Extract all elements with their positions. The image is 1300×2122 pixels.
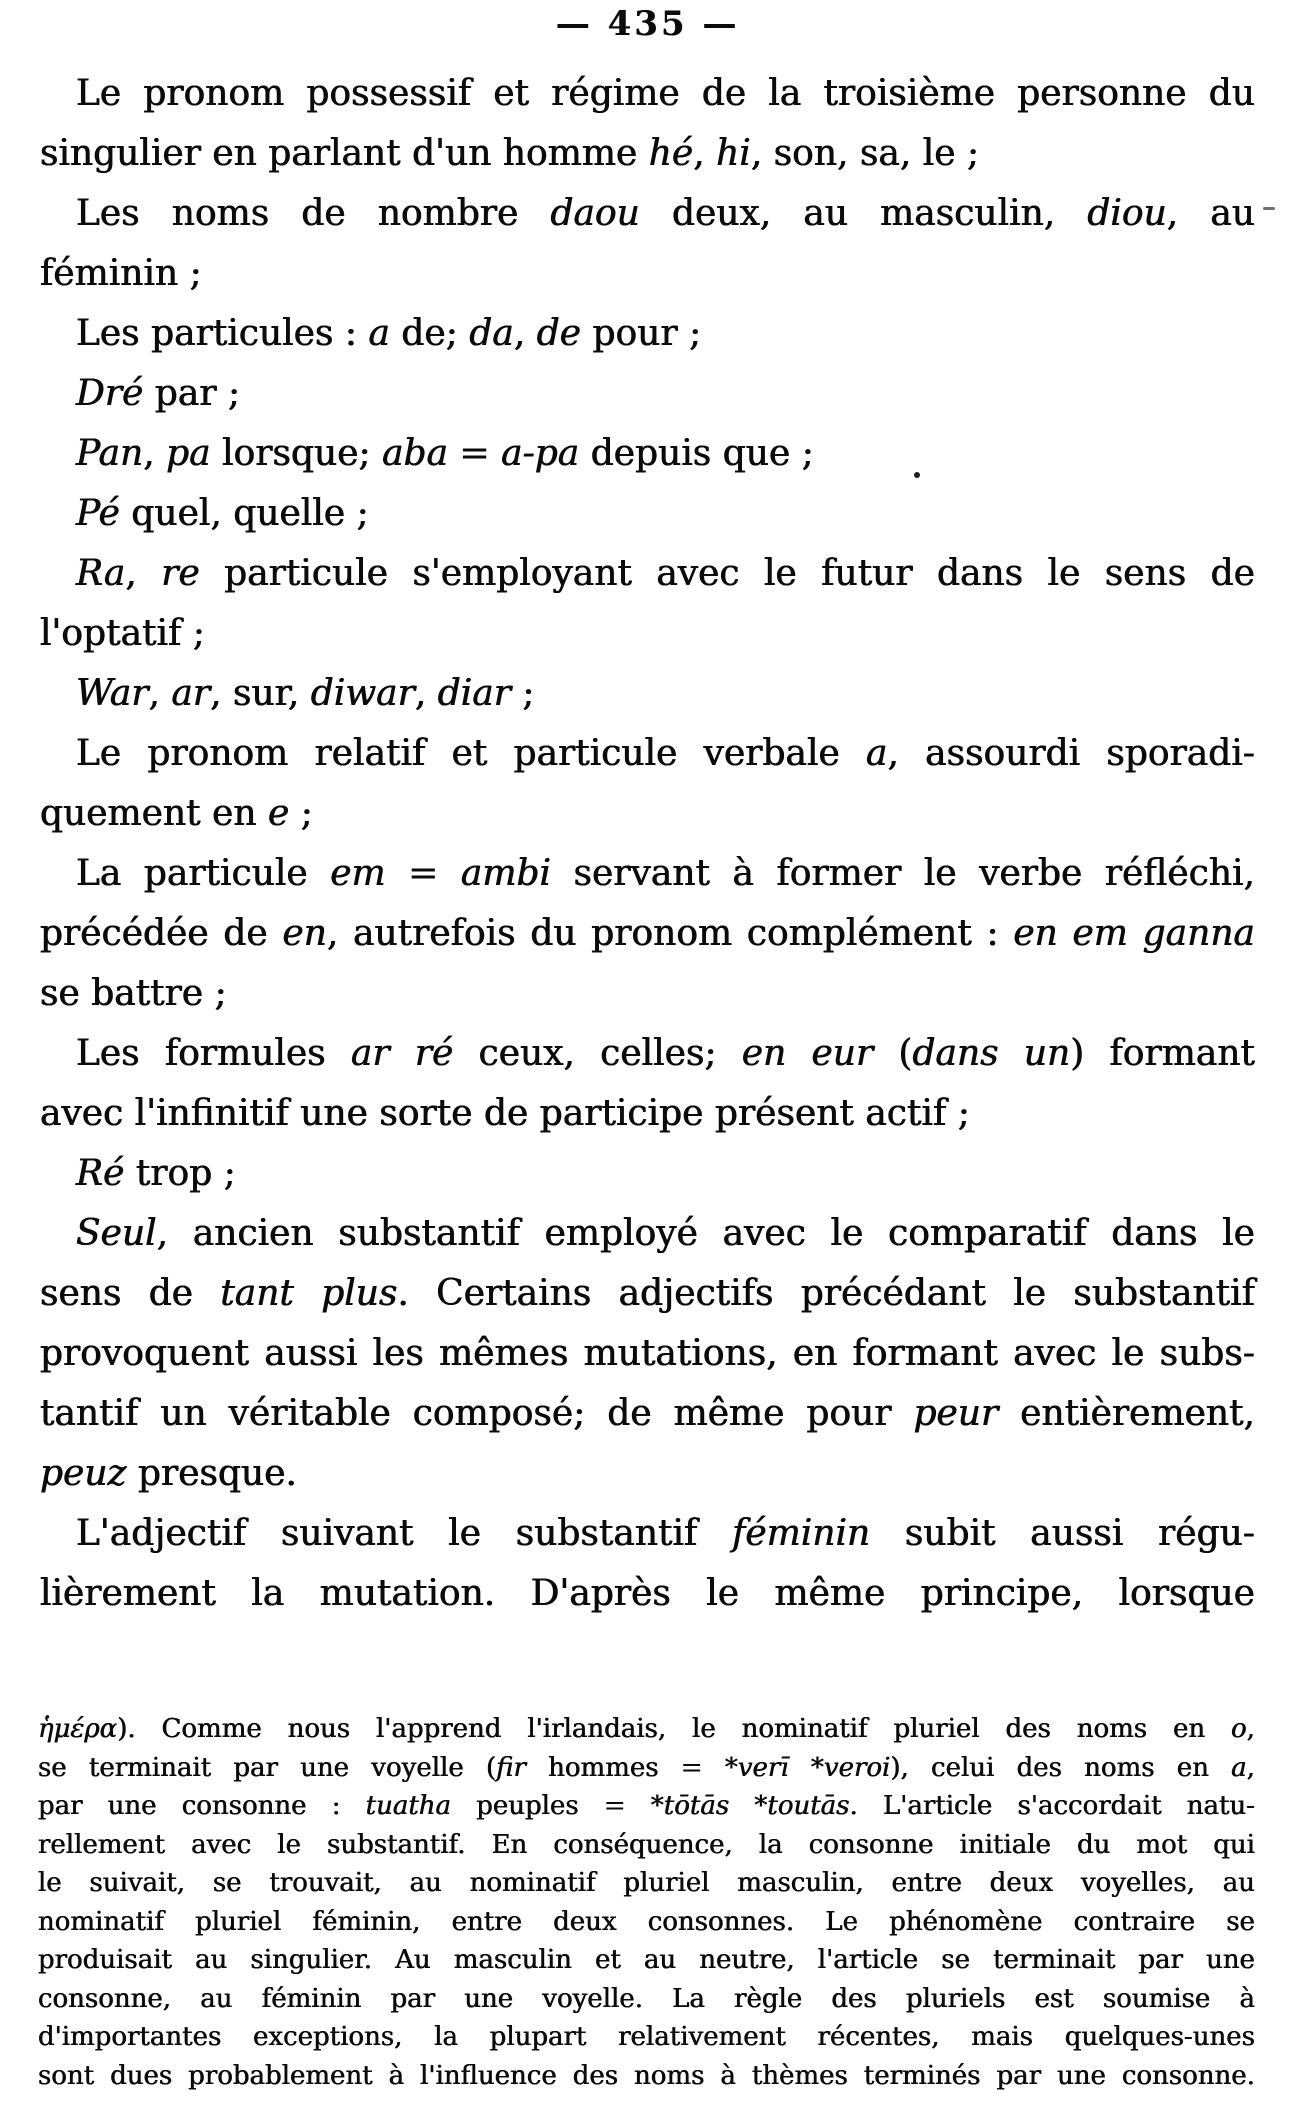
text-segment: consonne, au féminin par une voyelle. La règle des pluriels est soumise à — [38, 1983, 1255, 2014]
italic-term: o — [1231, 1714, 1247, 1744]
text-line — [40, 1444, 1255, 1504]
text-segment: L'adjectif suivant le substantif — [76, 1513, 733, 1554]
italic-term: ἡμέρα — [38, 1714, 118, 1744]
text-segment: La particule — [76, 853, 331, 894]
text-segment: par ; — [143, 373, 241, 414]
italic-term: re — [161, 553, 200, 594]
text-segment: . Certains adjectifs précédant le substantif — [397, 1273, 1255, 1314]
text-segment: , assourdi sporadi- — [887, 733, 1255, 774]
text-segment: ( — [873, 1033, 913, 1074]
text-segment: produisait au singulier. Au masculin et au neutre, l'article se terminait par une — [38, 1945, 1255, 1975]
italic-term: Dré — [76, 373, 144, 414]
italic-term: a — [866, 733, 888, 774]
text-line — [40, 424, 1255, 484]
text-segment: , — [1246, 1752, 1255, 1783]
text-line — [40, 544, 1255, 604]
italic-term: Seul — [76, 1213, 157, 1254]
text-segment: tantif un véritable composé; de même pour — [40, 1393, 914, 1434]
text-line — [40, 184, 1255, 244]
text-segment: Le pronom relatif et particule verbale — [76, 733, 867, 774]
text-segment: l'optatif ; — [40, 613, 205, 654]
ink-speck — [1263, 207, 1275, 210]
italic-term: peuz — [40, 1453, 127, 1494]
text-segment: féminin ; — [40, 253, 202, 294]
text-segment: , sur, — [210, 673, 311, 714]
footnote — [38, 1710, 1255, 2095]
text-segment: singulier en parlant d'un homme — [40, 133, 649, 174]
text-line — [40, 64, 1255, 124]
text-segment: hommes = * — [525, 1752, 738, 1783]
text-segment: par une consonne : — [38, 1791, 366, 1821]
italic-term: a-pa — [501, 433, 580, 474]
text-line — [40, 1204, 1255, 1264]
text-line — [38, 1787, 1255, 1826]
text-line — [38, 1980, 1255, 2019]
italic-term: diou — [1087, 193, 1167, 234]
text-segment: subit aussi régu- — [870, 1513, 1255, 1554]
italic-term: tant plus — [220, 1273, 398, 1314]
text-segment: de; — [389, 313, 470, 354]
italic-term: a — [1231, 1752, 1247, 1783]
text-segment: , son, sa, le ; — [750, 133, 980, 174]
text-segment: = — [385, 853, 461, 894]
italic-term: hé — [648, 133, 694, 174]
text-segment: * — [729, 1791, 768, 1821]
text-segment: d'importantes exceptions, la plupart relativement récentes, mais quelques-unes — [38, 2022, 1255, 2052]
text-segment: ; — [510, 673, 535, 714]
text-segment: avec l'infinitif une sorte de participe présent actif ; — [40, 1093, 970, 1134]
text-segment: presque. — [126, 1453, 297, 1494]
text-segment: ) formant — [1070, 1033, 1255, 1074]
italic-term: a — [368, 313, 390, 354]
text-line — [40, 364, 1255, 424]
italic-term: War — [76, 673, 149, 714]
ink-speck — [914, 472, 920, 478]
text-segment: précédée de — [40, 913, 283, 954]
text-segment: ceux, celles; — [453, 1033, 742, 1074]
text-line — [38, 1864, 1255, 1903]
italic-term: Ré — [76, 1153, 125, 1194]
text-line — [40, 484, 1255, 544]
text-line — [40, 784, 1255, 844]
text-segment: ; — [289, 793, 313, 834]
text-line — [40, 1084, 1255, 1144]
text-line — [40, 1564, 1255, 1624]
text-line — [40, 844, 1255, 904]
italic-term: toutās — [767, 1791, 850, 1821]
text-segment: provoquent aussi les mêmes mutations, en formant avec le subs- — [40, 1333, 1255, 1374]
text-segment: sont dues probablement à l'influence des noms à thèmes terminés par une consonne. — [38, 2060, 1255, 2091]
text-segment: peuples = * — [451, 1791, 664, 1821]
text-line — [40, 904, 1255, 964]
italic-term: da — [469, 313, 514, 354]
text-segment: le suivait, se trouvait, au nominatif pluriel masculin, entre deux voyelles, au — [38, 1868, 1255, 1898]
italic-term: diwar — [310, 673, 415, 714]
text-line — [40, 1324, 1255, 1384]
text-line — [38, 1710, 1255, 1749]
text-line — [40, 1144, 1255, 1204]
text-segment: Le pronom possessif et régime de la troisième personne du — [76, 73, 1255, 114]
text-segment: lièrement la mutation. D'après le même principe, lorsque — [40, 1573, 1255, 1614]
text-segment: , — [143, 433, 167, 474]
text-segment: , — [1246, 1714, 1255, 1744]
text-segment: = — [448, 433, 502, 474]
text-segment: depuis que ; — [579, 433, 814, 474]
text-segment: Les formules — [76, 1033, 351, 1074]
italic-term: de — [536, 313, 582, 354]
text-segment: quement en — [40, 793, 269, 834]
text-segment: deux, au masculin, — [639, 193, 1088, 234]
text-segment: lorsque; — [210, 433, 383, 474]
italic-term: tuatha — [365, 1791, 452, 1821]
text-line — [38, 1941, 1255, 1980]
italic-term: tōtās — [663, 1791, 730, 1821]
text-line — [40, 724, 1255, 784]
text-line — [40, 1264, 1255, 1324]
italic-term: ar — [171, 673, 211, 714]
text-segment: , — [513, 313, 537, 354]
text-segment: , — [414, 673, 438, 714]
text-segment: se terminait par une voyelle ( — [38, 1752, 497, 1783]
italic-term: peur — [913, 1393, 999, 1434]
italic-term: hi — [716, 133, 751, 174]
text-segment: quel, quelle ; — [119, 493, 369, 534]
text-segment: Les particules : — [76, 313, 369, 354]
text-segment: , — [693, 133, 717, 174]
text-line — [38, 1903, 1255, 1942]
italic-term: dans un — [912, 1033, 1071, 1074]
italic-term: ambi — [460, 853, 552, 894]
text-segment: , autrefois du pronom complément : — [326, 913, 1014, 954]
italic-term: féminin — [732, 1513, 871, 1554]
text-line — [40, 604, 1255, 664]
italic-term: aba — [382, 433, 449, 474]
italic-term: em — [330, 853, 386, 894]
italic-term: pa — [166, 433, 211, 474]
text-segment: servant à former le verbe réfléchi, — [551, 853, 1256, 894]
text-segment: . L'article s'accordait natu- — [849, 1791, 1256, 1821]
text-segment: rellement avec le substantif. En conséquence, la consonne initiale du mot qui — [38, 1829, 1255, 1860]
italic-term: e — [268, 793, 290, 834]
text-line — [40, 244, 1255, 304]
text-segment: nominatif pluriel féminin, entre deux consonnes. Le phénomène contraire se — [38, 1906, 1255, 1937]
text-segment: , ancien substantif employé avec le comparatif dans le — [156, 1213, 1255, 1254]
text-line — [38, 1749, 1255, 1788]
text-segment: particule s'employant avec le futur dans le sens de — [199, 553, 1255, 594]
italic-term: Pé — [76, 493, 120, 534]
text-line — [40, 124, 1255, 184]
text-segment: , — [125, 553, 162, 594]
text-line — [40, 1504, 1255, 1564]
italic-term: veroi — [823, 1752, 891, 1783]
italic-term: diar — [437, 673, 511, 714]
text-segment: , — [148, 673, 172, 714]
text-line — [40, 664, 1255, 724]
text-segment: entièrement, — [998, 1393, 1255, 1434]
text-line — [38, 1826, 1255, 1865]
text-segment: ), celui des noms en — [890, 1752, 1232, 1783]
text-line — [40, 304, 1255, 364]
text-segment: Les noms de nombre — [76, 193, 551, 234]
italic-term: en eur — [741, 1033, 874, 1074]
text-segment: * — [788, 1752, 824, 1783]
main-text — [40, 64, 1255, 1624]
text-line — [40, 1024, 1255, 1084]
italic-term: ar ré — [350, 1033, 454, 1074]
text-segment: trop ; — [124, 1153, 236, 1194]
page-number: — 435 — — [555, 4, 740, 44]
text-segment: sens de — [40, 1273, 221, 1314]
italic-term: en em ganna — [1013, 913, 1255, 954]
italic-term: fir — [496, 1752, 526, 1783]
text-line — [40, 1384, 1255, 1444]
text-line — [38, 2057, 1255, 2096]
italic-term: Pan — [76, 433, 144, 474]
italic-term: en — [282, 913, 327, 954]
text-segment: , au — [1166, 193, 1255, 234]
text-line — [38, 2018, 1255, 2057]
text-segment: ). Comme nous l'apprend l'irlandais, le nominatif pluriel des noms en — [117, 1714, 1232, 1744]
text-segment: se battre ; — [40, 973, 227, 1014]
italic-term: verī — [737, 1752, 789, 1783]
italic-term: Ra — [76, 553, 126, 594]
text-line — [40, 964, 1255, 1024]
text-segment: pour ; — [581, 313, 702, 354]
italic-term: daou — [550, 193, 640, 234]
